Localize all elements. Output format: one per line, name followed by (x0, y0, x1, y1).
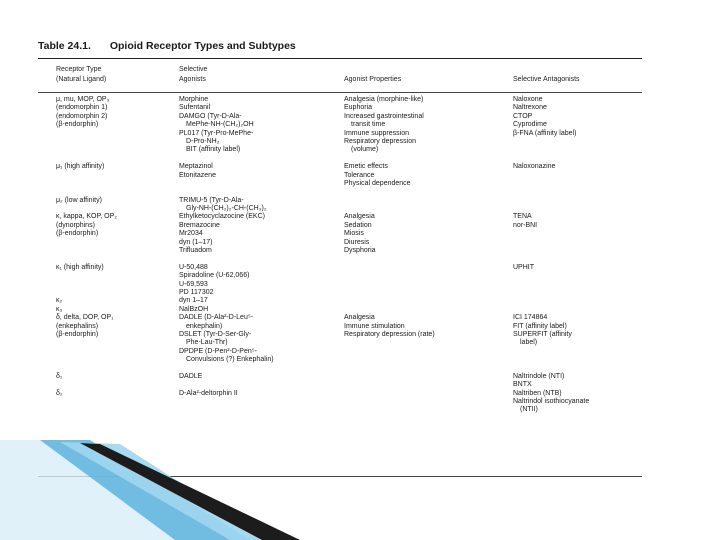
header-line: Selective (179, 66, 208, 73)
cell-receptor: κ, kappa, KOP, OP₂ (56, 213, 117, 221)
cell-receptor: δ, delta, DOP, OP₁ (56, 314, 114, 322)
cell-antagonists (513, 247, 589, 255)
cell-antagonists (513, 281, 589, 289)
cell-antagonists (513, 297, 589, 305)
cell-antagonists (513, 188, 589, 196)
cell-receptor: μ₁ (high affinity) (56, 163, 105, 171)
cell-receptor (56, 205, 117, 213)
cell-properties (344, 348, 435, 356)
cell-receptor (56, 130, 117, 138)
cell-antagonists: β-FNA (affinity label) (513, 129, 577, 137)
cell-receptor: (dynorphins) (56, 221, 95, 229)
column-selective-agonists (179, 96, 274, 415)
cell-receptor (56, 348, 117, 356)
cell-agonists: DADLE (D-Ala²-D-Leu⁵- (179, 314, 254, 322)
cell-antagonists (513, 306, 589, 314)
cell-agonists: BIT (affinity label) (186, 146, 241, 154)
header-line: Agonists (179, 76, 206, 83)
cell-receptor (56, 255, 117, 263)
cell-receptor (56, 138, 117, 146)
cell-antagonists: Naltrindole (NTI) (513, 372, 565, 380)
cell-antagonists: CTOP (513, 112, 533, 120)
cell-agonists: NalBzOH (179, 305, 209, 313)
cell-receptor (56, 172, 117, 180)
cell-properties: Sedation (344, 221, 372, 229)
cell-agonists (179, 155, 274, 163)
cell-properties (344, 197, 435, 205)
header-line: (Natural Ligand) (56, 76, 107, 83)
cell-antagonists: Naltriben (NTB) (513, 389, 562, 397)
cell-properties: Tolerance (344, 171, 375, 179)
cell-receptor (56, 406, 117, 414)
cell-properties (344, 356, 435, 364)
cell-agonists (179, 188, 274, 196)
cell-agonists (179, 381, 274, 389)
cell-receptor (56, 281, 117, 289)
cell-receptor (56, 155, 117, 163)
cell-antagonists (513, 356, 589, 364)
cell-receptor: μ, mu, MOP, OP₃ (56, 96, 110, 103)
cell-antagonists (513, 289, 589, 297)
header-selective-antagonists (513, 65, 580, 85)
cell-agonists (179, 255, 274, 263)
cell-properties: Emetic effects (344, 163, 388, 171)
cell-antagonists (513, 155, 589, 163)
cell-antagonists: BNTX (513, 381, 532, 389)
cell-receptor: κ₃ (56, 305, 63, 313)
cell-receptor: δ₁ (56, 372, 63, 380)
cell-agonists: Mr2034 (179, 230, 203, 238)
cell-receptor (56, 365, 117, 373)
cell-receptor: κ₂ (56, 297, 63, 305)
cell-properties: Miosis (344, 230, 364, 238)
cell-properties (344, 373, 435, 381)
cell-antagonists: FIT (affinity label) (513, 322, 567, 330)
cell-properties: (volume) (351, 146, 379, 154)
cell-properties (344, 398, 435, 406)
cell-agonists: MePhe-NH-(CH₂)₂OH (186, 121, 254, 129)
cell-receptor (56, 180, 117, 188)
cell-agonists: enkephalin) (186, 322, 223, 330)
cell-receptor (56, 381, 117, 389)
cell-agonists: Trifluadom (179, 247, 212, 255)
cell-receptor: μ₂ (low affinity) (56, 196, 102, 204)
cell-agonists: dyn 1–17 (179, 297, 208, 305)
cell-antagonists: Naltrindol isothiocyanate (513, 398, 590, 406)
cell-agonists (179, 406, 274, 414)
cell-receptor (56, 356, 117, 364)
header-receptor-type (56, 65, 106, 85)
cell-antagonists (513, 348, 589, 356)
cell-receptor: (enkephalins) (56, 322, 99, 330)
cell-antagonists: Naltrexone (513, 104, 547, 112)
column-agonist-properties (344, 96, 435, 415)
cell-properties (344, 289, 435, 297)
cell-agonists: DADLE (179, 372, 203, 380)
cell-properties (344, 406, 435, 414)
cell-agonists: Phe-Lau-Thr) (186, 339, 228, 347)
cell-antagonists: TENA (513, 213, 532, 221)
cell-receptor: κ₁ (high affinity) (56, 263, 104, 271)
cell-antagonists: SUPERFIT (affinity (513, 330, 572, 338)
cell-antagonists (513, 205, 589, 213)
cell-agonists: dyn (1–17) (179, 238, 213, 246)
cell-properties (344, 188, 435, 196)
cell-agonists: U-69,593 (179, 280, 208, 288)
cell-agonists: Gly-NH-(CH₂)₂-CH-(CH₃)₂ (186, 205, 267, 213)
header-line (513, 65, 580, 75)
cell-agonists: TRIMU-5 (Tyr-D-Ala- (179, 196, 244, 204)
cell-agonists: DPDPE (D-Pen²-D-Pen⁵- (179, 347, 257, 355)
cell-antagonists: (NTII) (520, 406, 538, 414)
table-number: Table 24.1. (38, 40, 91, 52)
cell-agonists: Ethylketocyclazocine (EKC) (179, 213, 265, 221)
top-rule (38, 58, 642, 59)
cell-antagonists (513, 172, 589, 180)
header-line: Receptor Type (56, 66, 102, 73)
cell-properties (344, 297, 435, 305)
cell-antagonists (513, 272, 589, 280)
cell-antagonists (513, 230, 589, 238)
cell-properties (344, 381, 435, 389)
cell-properties: Increased gastrointestinal (344, 112, 424, 120)
cell-receptor: δ₂ (56, 389, 63, 397)
cell-properties: Respiratory depression (344, 137, 416, 145)
cell-receptor (56, 289, 117, 297)
cell-antagonists: ICI 174864 (513, 314, 548, 322)
cell-properties: Analgesia (344, 213, 375, 221)
cell-properties: Diuresis (344, 238, 370, 246)
header-selective-agonists (179, 65, 207, 85)
cell-receptor (56, 339, 117, 347)
cell-agonists: Bremazocine (179, 221, 220, 229)
cell-antagonists (513, 138, 589, 146)
cell-agonists: Sufentanil (179, 104, 211, 112)
cell-receptor: (endomorphin 2) (56, 112, 108, 120)
cell-antagonists: Naloxone (513, 96, 543, 103)
cell-receptor (56, 239, 117, 247)
cell-antagonists: label) (520, 339, 538, 347)
header-agonist-properties (344, 65, 401, 85)
cell-antagonists (513, 239, 589, 247)
cell-agonists (179, 365, 274, 373)
cell-properties: Euphoria (344, 104, 373, 112)
cell-properties (344, 339, 435, 347)
slide-decoration (0, 440, 720, 540)
cell-agonists: D-Ala²-deltorphin II (179, 389, 238, 397)
cell-properties (344, 365, 435, 373)
table-title (38, 40, 638, 54)
cell-receptor: (β-endorphin) (56, 330, 99, 338)
cell-antagonists: Cyprodime (513, 121, 547, 129)
cell-antagonists: Naloxonazine (513, 163, 556, 171)
cell-receptor: (β-endorphin) (56, 121, 99, 129)
cell-properties (344, 272, 435, 280)
cell-agonists: Convulsions (?) Enkephalin) (186, 356, 274, 364)
cell-agonists: Meptazinol (179, 163, 213, 171)
cell-receptor (56, 188, 117, 196)
cell-properties: Analgesia (344, 314, 375, 322)
table-sheet (38, 36, 678, 488)
cell-properties: transit time (351, 121, 386, 129)
cell-properties: Dysphoria (344, 247, 376, 255)
cell-antagonists (513, 365, 589, 373)
cell-properties (344, 281, 435, 289)
cell-receptor (56, 272, 117, 280)
cell-antagonists: UPHIT (513, 263, 534, 271)
cell-receptor: (endomorphin 1) (56, 104, 108, 112)
cell-antagonists (513, 180, 589, 188)
header-rule (38, 92, 642, 93)
cell-agonists: Spiradoline (U-62,066) (179, 272, 250, 280)
cell-properties (344, 306, 435, 314)
cell-agonists: U-50,488 (179, 263, 208, 271)
cell-properties: Immune suppression (344, 129, 409, 137)
cell-properties: Analgesia (morphine-like) (344, 96, 424, 103)
cell-receptor (56, 247, 117, 255)
cell-antagonists (513, 255, 589, 263)
cell-agonists: DSLET (Tyr-D-Ser-Gly- (179, 330, 252, 338)
cell-properties (344, 255, 435, 263)
column-selective-antagonists (513, 96, 589, 415)
cell-agonists: Etonitazene (179, 171, 216, 179)
cell-receptor: (β-endorphin) (56, 230, 99, 238)
cell-antagonists (513, 197, 589, 205)
cell-properties (344, 205, 435, 213)
table-title-text: Opioid Receptor Types and Subtypes (109, 40, 296, 52)
cell-receptor (56, 398, 117, 406)
cell-antagonists: nor-BNI (513, 221, 538, 229)
cell-agonists: Morphine (179, 96, 209, 103)
header-line (344, 65, 401, 75)
cell-agonists (179, 398, 274, 406)
cell-properties (344, 264, 435, 272)
cell-agonists: PL017 (Tyr-Pro-MePhe- (179, 129, 254, 137)
column-receptor-type (56, 96, 117, 415)
header-line: Selective Antagonists (513, 76, 580, 83)
cell-antagonists (513, 146, 589, 154)
cell-agonists: PD 117302 (179, 288, 214, 296)
header-line: Agonist Properties (344, 76, 402, 83)
cell-agonists (179, 180, 274, 188)
cell-agonists: D-Pro-NH₂ (186, 137, 220, 145)
cell-properties (344, 390, 435, 398)
cell-properties (344, 155, 435, 163)
cell-properties: Respiratory depression (rate) (344, 330, 435, 338)
cell-properties: Immune stimulation (344, 322, 405, 330)
cell-agonists: DAMGO (Tyr-D-Ala- (179, 112, 242, 120)
cell-receptor (56, 146, 117, 154)
cell-properties: Physical dependence (344, 179, 411, 187)
